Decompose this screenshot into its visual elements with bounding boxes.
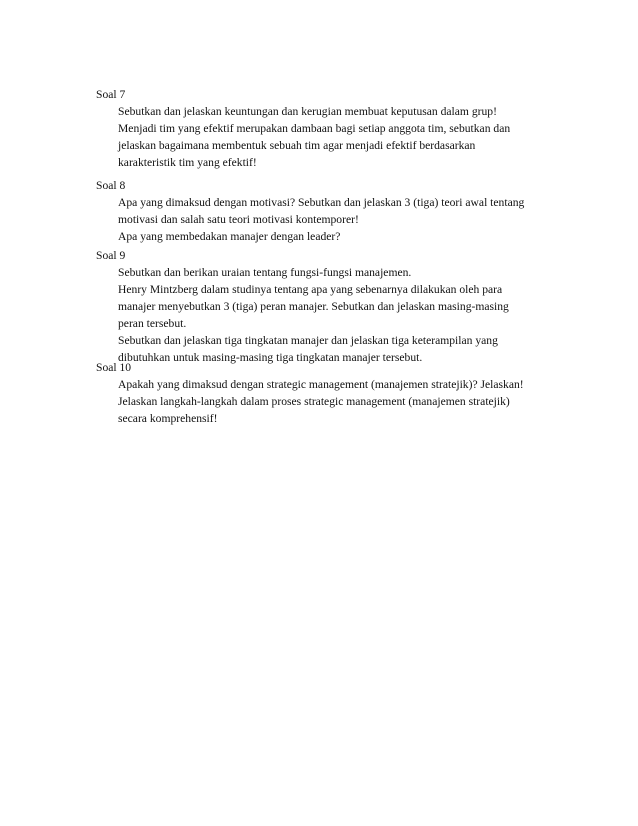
question-text-line: karakteristik tim yang efektif! (118, 156, 257, 169)
question-text-line: Sebutkan dan jelaskan keuntungan dan kerugian membuat keputusan dalam grup! (118, 105, 497, 118)
question-text-line: secara komprehensif! (118, 412, 218, 425)
question-title: Soal 9 (96, 249, 126, 262)
question-text-line: Sebutkan dan berikan uraian tentang fungsi-fungsi manajemen. (118, 266, 412, 279)
question-title: Soal 10 (96, 361, 132, 374)
question-text-line: Apa yang dimaksud dengan motivasi? Sebutkan dan jelaskan 3 (tiga) teori awal tentang (118, 196, 525, 209)
question-text-line: Apakah yang dimaksud dengan strategic management (manajemen stratejik)? Jelaskan! (118, 378, 524, 391)
question-text-line: Menjadi tim yang efektif merupakan dambaan bagi setiap anggota tim, sebutkan dan (118, 122, 511, 135)
question-text-line: Sebutkan dan jelaskan tiga tingkatan manajer dan jelaskan tiga keterampilan yang (118, 334, 498, 347)
question-title: Soal 8 (96, 179, 126, 192)
question-text-line: motivasi dan salah satu teori motivasi kontemporer! (118, 213, 359, 226)
question-block-8 (96, 177, 566, 245)
question-block-7 (96, 86, 566, 171)
question-text-line: dibutuhkan untuk masing-masing tiga tingkatan manajer tersebut. (118, 351, 423, 364)
question-block-9 (96, 247, 566, 366)
question-text-line: peran tersebut. (118, 317, 187, 330)
question-text-line: Henry Mintzberg dalam studinya tentang apa yang sebenarnya dilakukan oleh para (118, 283, 503, 296)
question-text-line: Jelaskan langkah-langkah dalam proses strategic management (manajemen stratejik) (118, 395, 510, 408)
question-title: Soal 7 (96, 88, 126, 101)
question-text-line: Apa yang membedakan manajer dengan leader? (118, 230, 341, 243)
question-text-line: manajer menyebutkan 3 (tiga) peran manajer. Sebutkan dan jelaskan masing-masing (118, 300, 509, 313)
question-text-line: jelaskan bagaimana membentuk sebuah tim agar menjadi efektif berdasarkan (118, 139, 476, 152)
question-block-10 (96, 359, 566, 427)
